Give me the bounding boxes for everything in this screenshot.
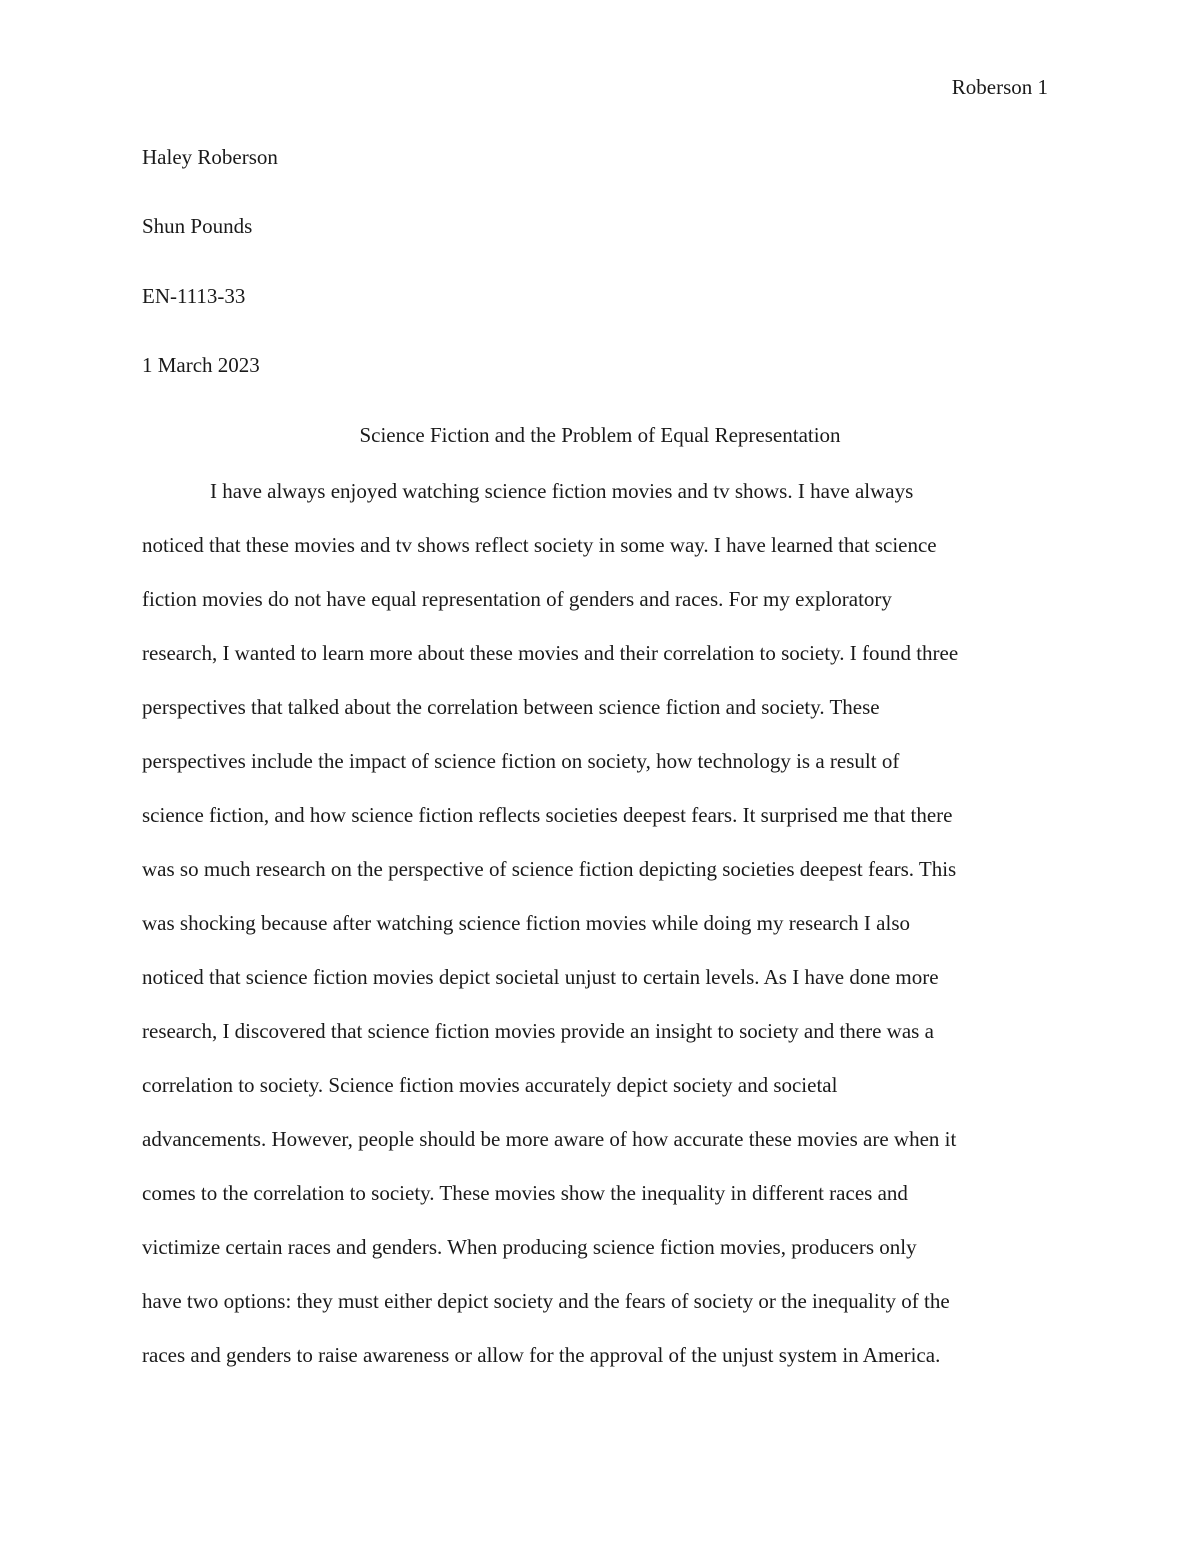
instructor-name: Shun Pounds bbox=[142, 214, 253, 238]
page-header-label: Roberson 1 bbox=[951, 75, 1048, 99]
course-code: EN-1113-33 bbox=[142, 284, 246, 308]
body-line: perspectives include the impact of science fiction on society, how technology is a result of bbox=[142, 749, 900, 773]
body-line: advancements. However, people should be more aware of how accurate these movies are when it bbox=[142, 1127, 957, 1151]
body-line: was shocking because after watching science fiction movies while doing my research I also bbox=[142, 911, 910, 935]
body-line: was so much research on the perspective of science fiction depicting societies deepest fears. This bbox=[142, 857, 957, 881]
body-line: I have always enjoyed watching science fiction movies and tv shows. I have always bbox=[210, 479, 914, 503]
body-line: science fiction, and how science fiction reflects societies deepest fears. It surprised me that there bbox=[142, 803, 953, 827]
essay-date: 1 March 2023 bbox=[142, 353, 260, 377]
body-line: perspectives that talked about the correlation between science fiction and society. These bbox=[142, 695, 880, 719]
body-line: correlation to society. Science fiction movies accurately depict society and societal bbox=[142, 1073, 838, 1097]
body-line: races and genders to raise awareness or allow for the approval of the unjust system in America. bbox=[142, 1343, 941, 1367]
body-line: fiction movies do not have equal representation of genders and races. For my exploratory bbox=[142, 587, 892, 611]
body-line: comes to the correlation to society. These movies show the inequality in different races and bbox=[142, 1181, 908, 1205]
body-line: research, I wanted to learn more about these movies and their correlation to society. I found three bbox=[142, 641, 959, 665]
body-line: research, I discovered that science fiction movies provide an insight to society and there was a bbox=[142, 1019, 934, 1043]
body-line: noticed that science fiction movies depict societal unjust to certain levels. As I have done more bbox=[142, 965, 939, 989]
body-line: have two options: they must either depict society and the fears of society or the inequality of the bbox=[142, 1289, 950, 1313]
body-line: victimize certain races and genders. When producing science fiction movies, producers only bbox=[142, 1235, 917, 1259]
body-line: noticed that these movies and tv shows reflect society in some way. I have learned that science bbox=[142, 533, 937, 557]
student-name: Haley Roberson bbox=[142, 145, 278, 169]
essay-title: Science Fiction and the Problem of Equal Representation bbox=[359, 423, 841, 447]
